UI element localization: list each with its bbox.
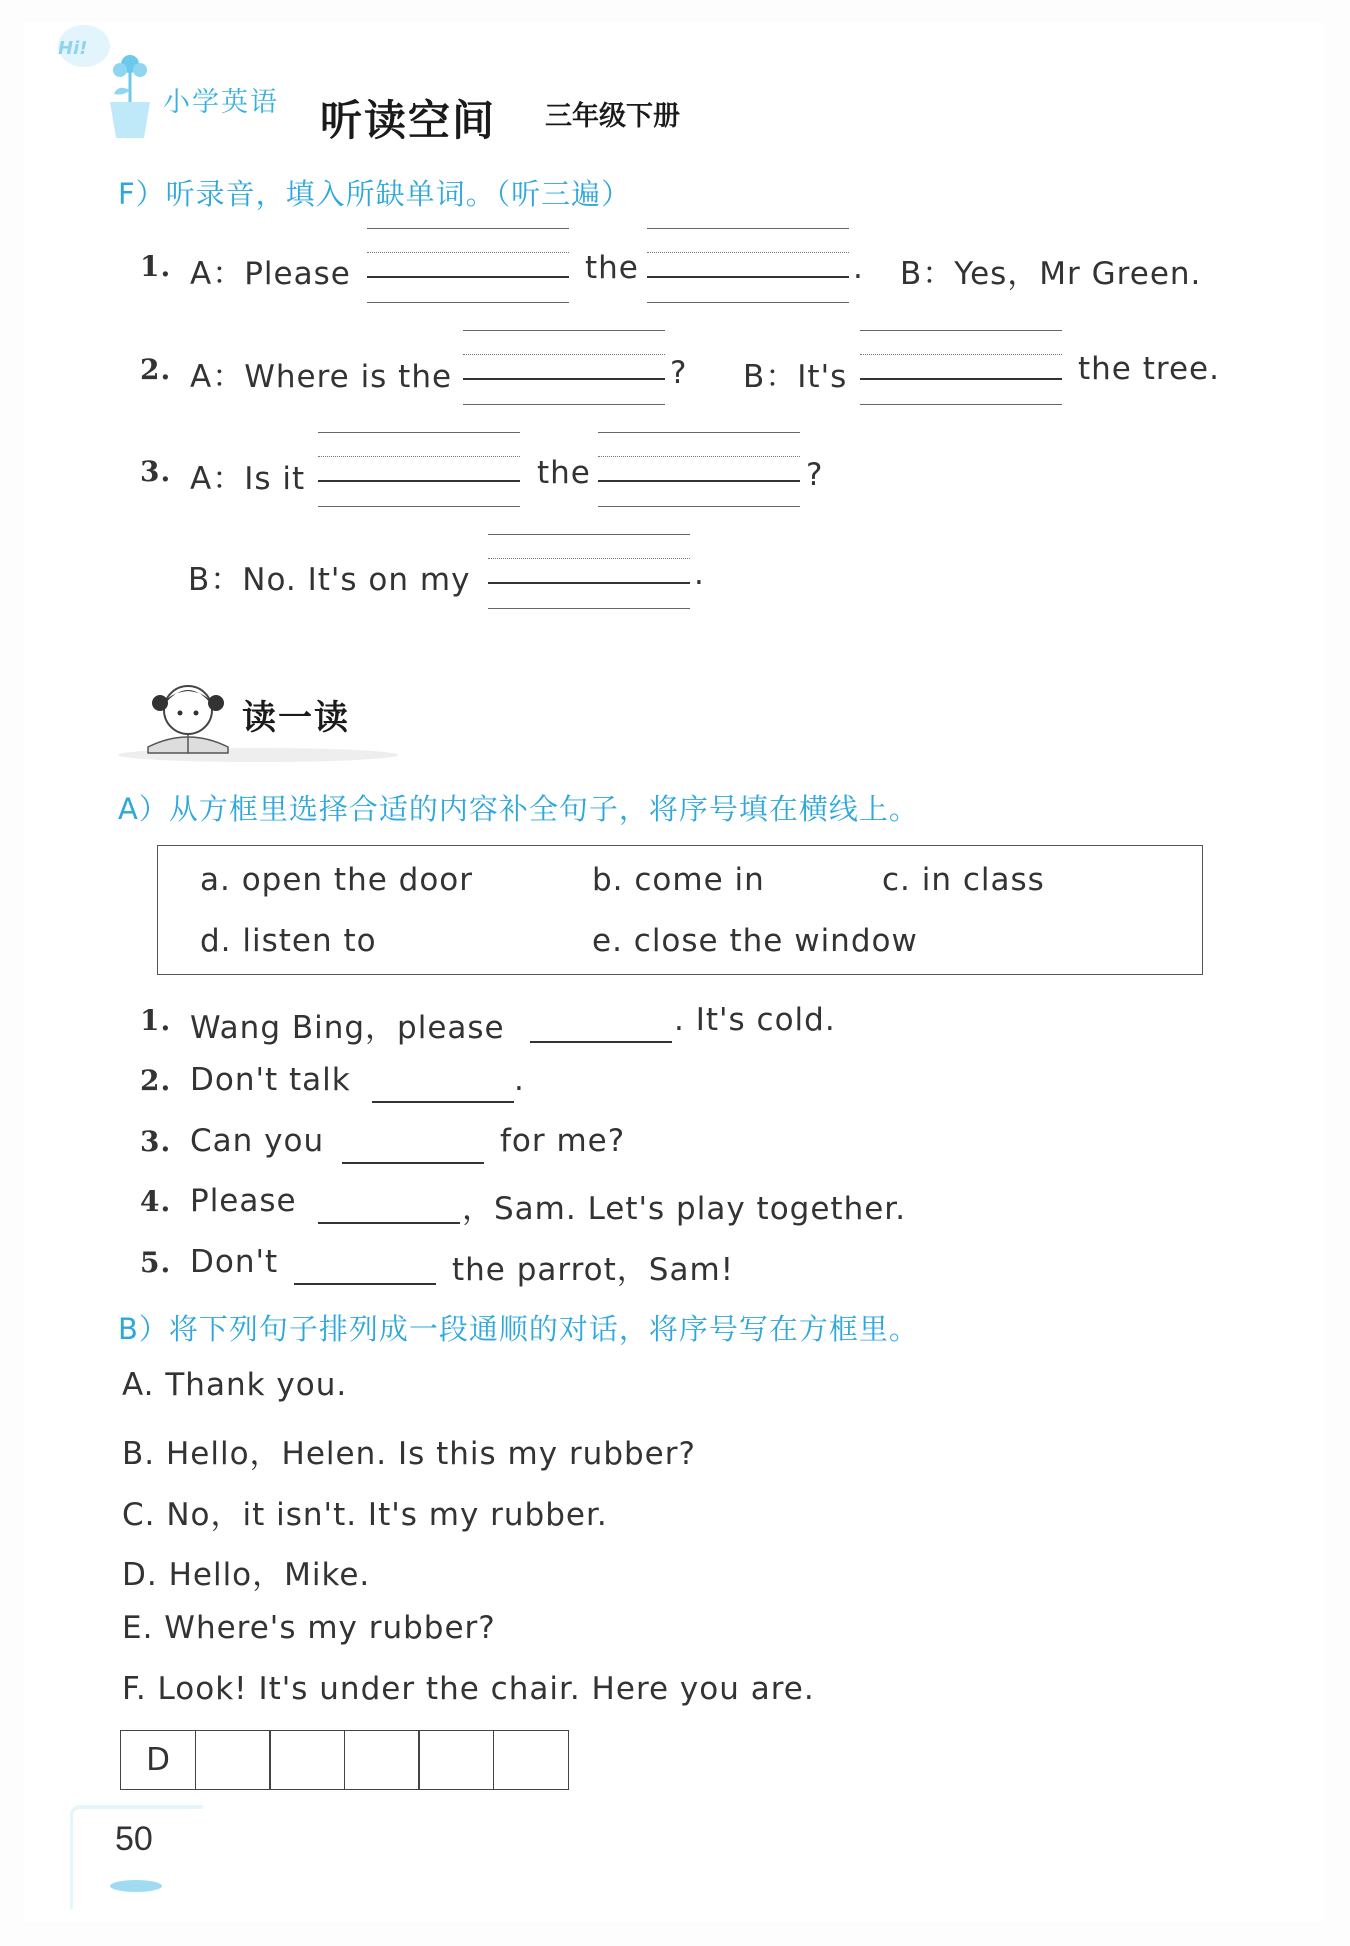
b-sentence-a: A. Thank you. bbox=[122, 1367, 348, 1403]
a-item-5-after: the parrot，Sam! bbox=[452, 1252, 735, 1288]
f-q3-mid: the bbox=[537, 455, 591, 491]
hi-badge-text: Hi! bbox=[58, 38, 88, 59]
f-q3-a: A：Is it bbox=[190, 461, 306, 497]
a-item-5-before: Don't bbox=[190, 1244, 279, 1280]
f-q3-number: 3. bbox=[140, 455, 172, 488]
a-item-4-blank[interactable] bbox=[318, 1222, 460, 1224]
a-item-4-before: Please bbox=[190, 1183, 297, 1219]
a-item-2-before: Don't talk bbox=[190, 1062, 351, 1098]
section-f-instruction: F）听录音，填入所缺单词。（听三遍） bbox=[118, 177, 632, 211]
option-d: d. listen to bbox=[200, 923, 377, 959]
f-q1-blank-2[interactable] bbox=[647, 228, 849, 304]
a-item-1-blank[interactable] bbox=[530, 1041, 672, 1043]
f-q3-blank-2[interactable] bbox=[598, 432, 800, 508]
f-q1-number: 1. bbox=[140, 250, 172, 283]
a-item-3-before: Can you bbox=[190, 1123, 325, 1159]
answer-box-4[interactable] bbox=[344, 1730, 420, 1790]
f-q2-a: A：Where is the bbox=[190, 359, 453, 395]
f-q2-blank-2[interactable] bbox=[860, 330, 1062, 406]
brand-title: 听读空间 bbox=[320, 96, 497, 145]
a-item-2-after: . bbox=[514, 1062, 525, 1098]
answer-box-5[interactable] bbox=[418, 1730, 494, 1790]
option-c: c. in class bbox=[882, 862, 1045, 898]
f-q1-a: A：Please bbox=[190, 256, 351, 292]
a-item-5-number: 5. bbox=[140, 1246, 172, 1279]
series-title: 小学英语 bbox=[163, 87, 279, 118]
f-q3-end: . bbox=[694, 556, 705, 592]
a-item-4-after: ，Sam. Let's play together. bbox=[462, 1191, 907, 1227]
f-q2-blank-1[interactable] bbox=[463, 330, 665, 406]
option-a: a. open the door bbox=[200, 862, 474, 898]
a-item-1-before: Wang Bing，please bbox=[190, 1010, 505, 1046]
option-e: e. close the window bbox=[592, 923, 918, 959]
page-number: 50 bbox=[115, 1820, 153, 1858]
f-q3-blank-1[interactable] bbox=[318, 432, 520, 508]
f-q3-blank-3[interactable] bbox=[488, 534, 690, 610]
section-a-instruction: A）从方框里选择合适的内容补全句子，将序号填在横线上。 bbox=[118, 792, 919, 826]
b-sentence-b: B. Hello，Helen. Is this my rubber? bbox=[122, 1436, 696, 1472]
f-q2-question-mark: ? bbox=[670, 355, 688, 391]
b-sentence-d: D. Hello，Mike. bbox=[122, 1557, 371, 1593]
a-item-5-blank[interactable] bbox=[294, 1283, 436, 1285]
f-q2-end: the tree. bbox=[1078, 351, 1220, 387]
a-item-1-after: . It's cold. bbox=[674, 1002, 836, 1038]
read-section-title: 读一读 bbox=[242, 698, 350, 738]
f-q2-b: B：It's bbox=[743, 359, 848, 395]
b-sentence-e: E. Where's my rubber? bbox=[122, 1610, 496, 1646]
f-q1-end: . bbox=[853, 250, 864, 286]
f-q1-mid: the bbox=[585, 250, 639, 286]
a-item-2-number: 2. bbox=[140, 1064, 172, 1097]
f-q1-b: B：Yes，Mr Green. bbox=[900, 256, 1202, 292]
a-item-3-blank[interactable] bbox=[342, 1162, 484, 1164]
option-b: b. come in bbox=[592, 862, 765, 898]
b-sentence-c: C. No，it isn't. It's my rubber. bbox=[122, 1497, 608, 1533]
answer-box-6[interactable] bbox=[493, 1730, 569, 1790]
a-item-3-after: for me? bbox=[500, 1123, 626, 1159]
f-q3-question-mark: ? bbox=[806, 457, 824, 493]
a-item-1-number: 1. bbox=[140, 1004, 172, 1037]
flower-pot-icon bbox=[100, 50, 160, 145]
grade-label: 三年级下册 bbox=[545, 101, 680, 132]
answer-box-3[interactable] bbox=[269, 1730, 345, 1790]
page-number-dot bbox=[110, 1880, 162, 1892]
section-b-instruction: B）将下列句子排列成一段通顺的对话，将序号写在方框里。 bbox=[118, 1312, 919, 1346]
f-q1-blank-1[interactable] bbox=[367, 228, 569, 304]
a-item-2-blank[interactable] bbox=[372, 1101, 514, 1103]
a-item-3-number: 3. bbox=[140, 1125, 172, 1158]
f-q2-number: 2. bbox=[140, 353, 172, 386]
order-answer-boxes bbox=[120, 1730, 569, 1788]
f-q3-b: B：No. It's on my bbox=[188, 562, 471, 598]
answer-box-1[interactable]: D bbox=[120, 1730, 196, 1790]
a-item-4-number: 4. bbox=[140, 1185, 172, 1218]
answer-box-2[interactable] bbox=[195, 1730, 271, 1790]
b-sentence-f: F. Look! It's under the chair. Here you are. bbox=[122, 1671, 815, 1707]
